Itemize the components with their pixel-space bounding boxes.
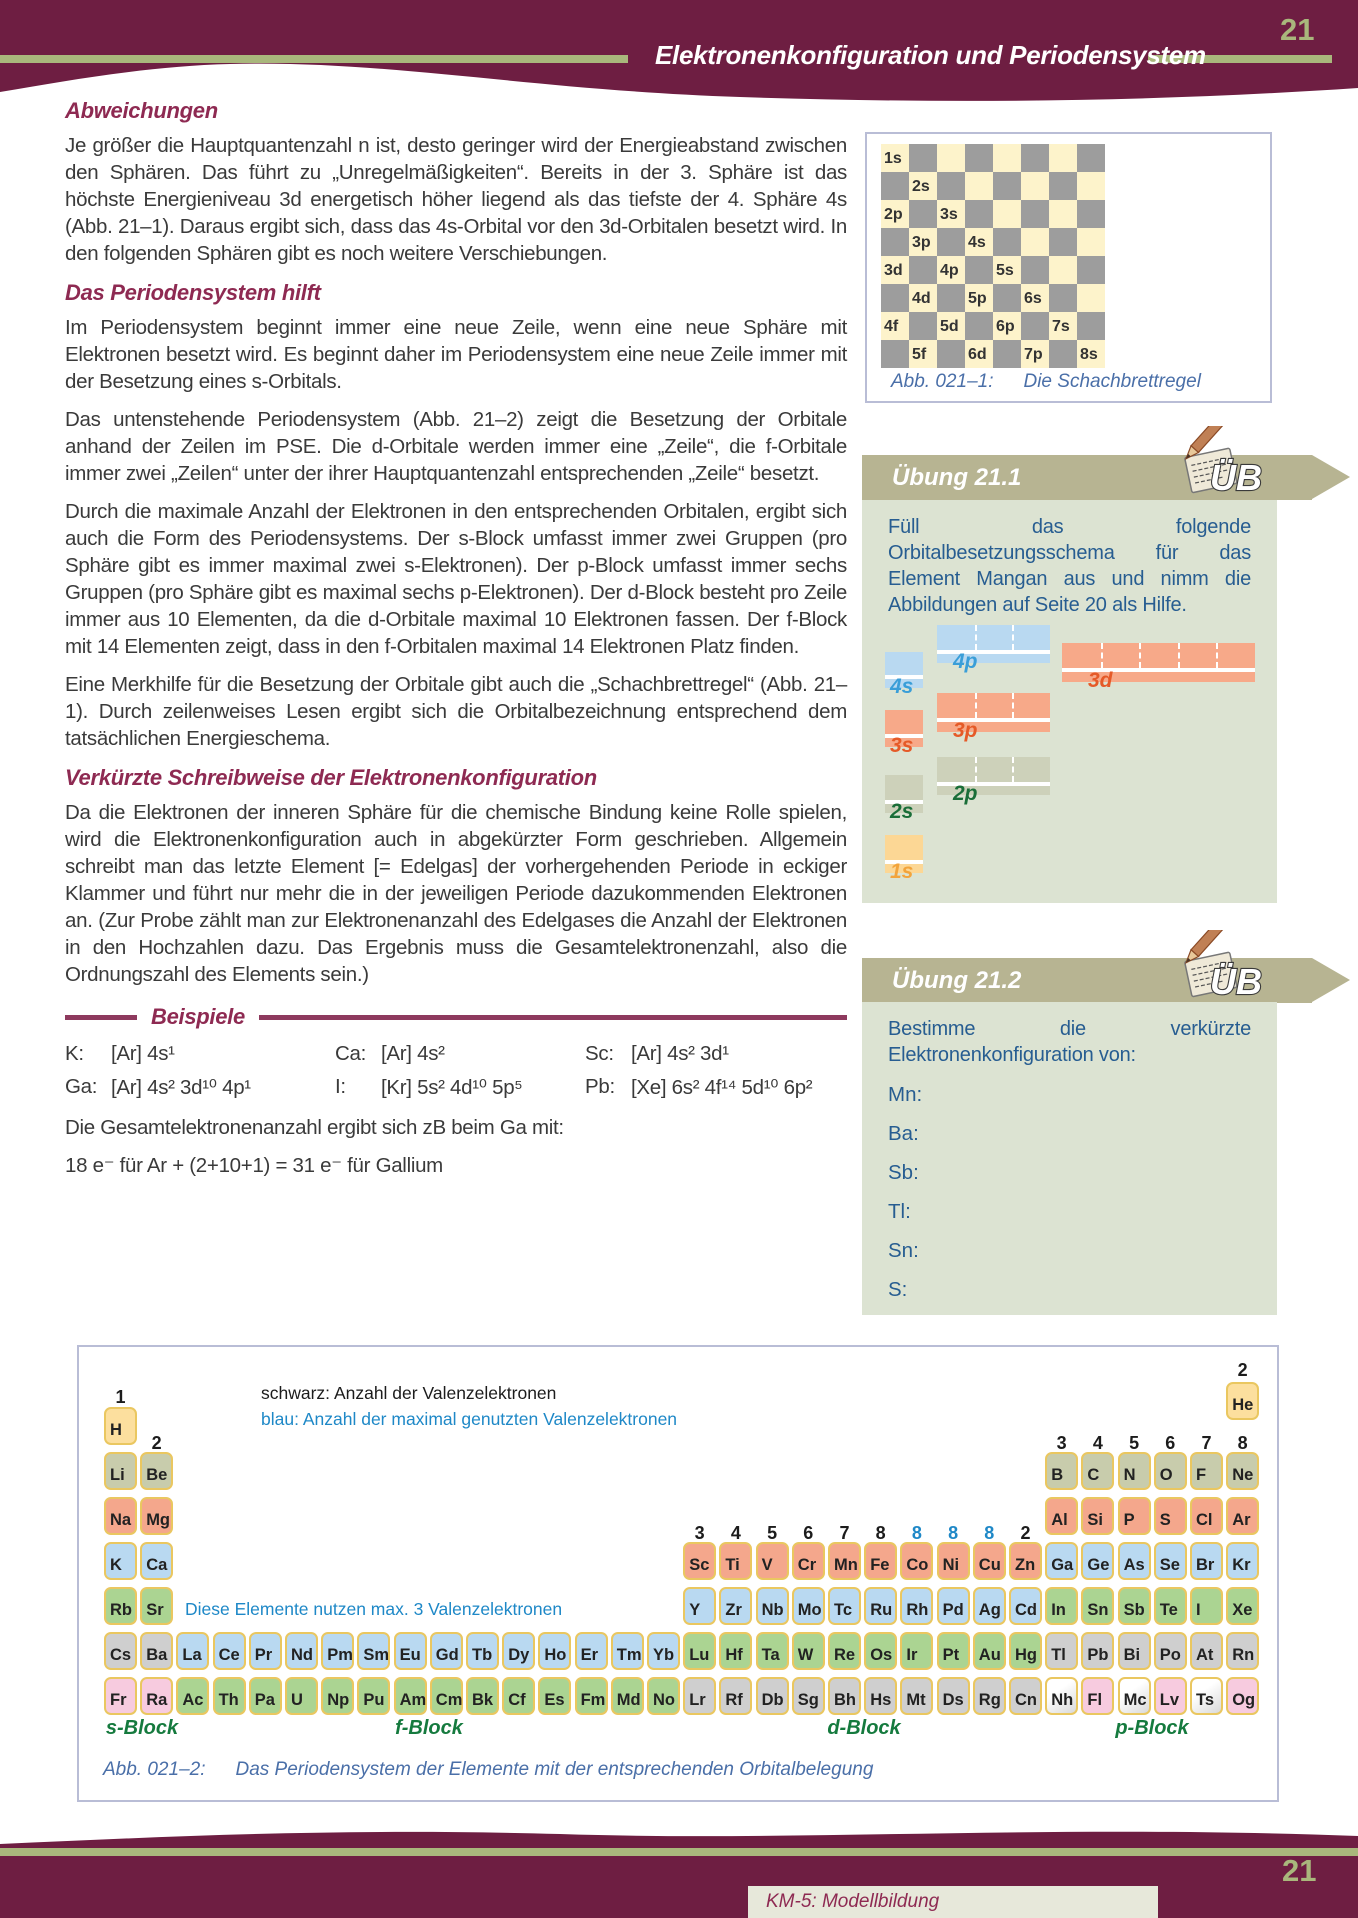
checker-cell <box>965 172 993 200</box>
electron-configuration-example <box>65 1042 335 1066</box>
configuration-value: [Xe] 6s² 4f¹⁴ 5d¹⁰ 6p² <box>631 1076 813 1099</box>
orbital-label-1s: 1s <box>890 860 914 883</box>
element-cell-Au: Au <box>973 1632 1006 1670</box>
orbital-cell-separator <box>1012 693 1014 718</box>
checker-cell <box>909 256 937 284</box>
orbital-label-3d: 3d <box>1088 669 1113 692</box>
checker-cell <box>881 172 909 200</box>
electron-configuration-example <box>585 1075 847 1100</box>
element-cell-Cm: Cm <box>430 1677 463 1715</box>
element-cell-Tl: Tl <box>1045 1632 1078 1670</box>
figure-caption-label: Abb. 021–1: <box>891 371 994 392</box>
group-number: 8 <box>1237 1433 1248 1453</box>
group-number: 7 <box>1201 1433 1212 1453</box>
group-number: 2 <box>151 1433 162 1453</box>
element-cell-Th: Th <box>213 1677 246 1715</box>
checker-cell <box>1049 256 1077 284</box>
figure-caption-label: Abb. 021–2: <box>103 1759 206 1780</box>
orbital-label-4s: 4s <box>890 675 914 698</box>
element-cell-Ba: Ba <box>140 1632 173 1670</box>
checker-cell <box>1021 256 1049 284</box>
group-number: 4 <box>1092 1433 1103 1453</box>
section-heading-abweichungen: Abweichungen <box>65 98 218 123</box>
element-cell-H: H <box>104 1407 137 1445</box>
element-cell-Rb: Rb <box>104 1587 137 1625</box>
group-number: 6 <box>1165 1433 1176 1453</box>
examples-divider <box>65 1004 847 1030</box>
checker-cell <box>993 228 1021 256</box>
element-cell-Br: Br <box>1190 1542 1223 1580</box>
checker-cell <box>937 172 965 200</box>
element-cell-Ag: Ag <box>973 1587 1006 1625</box>
orbital-label-3p: 3p <box>953 719 978 742</box>
paragraph: Je größer die Hauptquantenzahl n ist, desto geringer wird der Energieabstand zwischen den Sphären. Das führt zu „Unregelmäßigkeiten“. Bereits in der 3. Sphäre ist das höchste Energieniveau 3d energetisch höher liegend als das tiefste der 4. Sphäre 4s (Abb. 21–1). Daraus ergibt sich, dass das 4s-Orbital vor den 3d-Orbitalen besetzt wird. In den folgenden Sphären gibt es noch weitere Verschiebungen. <box>65 134 847 265</box>
checker-cell <box>937 228 965 256</box>
example-configurations <box>65 1042 847 1100</box>
checker-cell: 2s <box>909 172 937 200</box>
element-cell-Si: Si <box>1081 1497 1114 1535</box>
element-cell-Bh: Bh <box>828 1677 861 1715</box>
element-cell-V: V <box>756 1542 789 1580</box>
group-number: 2 <box>1020 1523 1031 1543</box>
checker-cell <box>965 200 993 228</box>
element-cell-Pr: Pr <box>249 1632 282 1670</box>
element-cell-La: La <box>176 1632 209 1670</box>
task-element-S: S: <box>888 1278 908 1301</box>
element-cell-Rf: Rf <box>719 1677 752 1715</box>
element-cell-Li: Li <box>104 1452 137 1490</box>
uebung-21-2-text: Bestimme die verkürzte Elektronenkonfiguration von: <box>888 1018 1251 1066</box>
electron-configuration-example <box>585 1042 847 1066</box>
element-label: Pb: <box>585 1075 615 1098</box>
element-cell-Yb: Yb <box>647 1632 680 1670</box>
element-cell-Og: Og <box>1226 1677 1259 1715</box>
element-cell-Mg: Mg <box>140 1497 173 1535</box>
checker-cell <box>1077 172 1105 200</box>
element-label: Ga: <box>65 1075 98 1098</box>
checker-cell <box>881 340 909 368</box>
checker-cell <box>1077 200 1105 228</box>
figure-caption <box>891 371 1201 393</box>
uebung-21-2-body <box>862 1002 1277 1315</box>
element-cell-Hg: Hg <box>1009 1632 1042 1670</box>
orbital-cell-separator <box>1178 643 1180 668</box>
orbital-label-4p: 4p <box>953 650 978 673</box>
header-rule-left <box>0 55 628 63</box>
checker-cell: 3p <box>909 228 937 256</box>
checker-cell: 3d <box>881 256 909 284</box>
element-cell-Pd: Pd <box>937 1587 970 1625</box>
configuration-value: [Kr] 5s² 4d¹⁰ 5p⁵ <box>381 1076 523 1099</box>
element-cell-In: In <box>1045 1587 1078 1625</box>
element-cell-Ga: Ga <box>1045 1542 1078 1580</box>
element-cell-Kr: Kr <box>1226 1542 1259 1580</box>
element-cell-Os: Os <box>864 1632 897 1670</box>
element-cell-P: P <box>1118 1497 1151 1535</box>
checker-cell: 2p <box>881 200 909 228</box>
element-cell-Hs: Hs <box>864 1677 897 1715</box>
element-cell-Np: Np <box>321 1677 354 1715</box>
element-cell-F: F <box>1190 1452 1223 1490</box>
electron-configuration-example <box>65 1075 335 1100</box>
element-cell-Pt: Pt <box>937 1632 970 1670</box>
element-cell-Fl: Fl <box>1081 1677 1114 1715</box>
orbital-cell-separator <box>1012 757 1014 782</box>
block-label-s-block: s-Block <box>105 1717 179 1739</box>
figure-caption-text: Die Schachbrettregel <box>1023 371 1201 392</box>
element-cell-Pm: Pm <box>321 1632 354 1670</box>
checker-cell: 1s <box>881 144 909 172</box>
element-cell-Ar: Ar <box>1226 1497 1259 1535</box>
element-cell-Xe: Xe <box>1226 1587 1259 1625</box>
element-label: I: <box>335 1075 346 1098</box>
element-cell-Mc: Mc <box>1118 1677 1151 1715</box>
element-cell-Cs: Cs <box>104 1632 137 1670</box>
checker-cell <box>1049 340 1077 368</box>
orbital-cell-separator <box>1139 643 1141 668</box>
element-cell-Cr: Cr <box>792 1542 825 1580</box>
element-cell-Cn: Cn <box>1009 1677 1042 1715</box>
checker-cell <box>1049 228 1077 256</box>
element-cell-Pu: Pu <box>357 1677 390 1715</box>
checker-cell <box>1077 284 1105 312</box>
orbital-label-3s: 3s <box>890 734 914 757</box>
element-cell-Dy: Dy <box>502 1632 535 1670</box>
element-cell-Ra: Ra <box>140 1677 173 1715</box>
divider-rule <box>65 1015 137 1020</box>
checker-cell <box>937 340 965 368</box>
element-cell-Ir: Ir <box>900 1632 933 1670</box>
element-cell-Ho: Ho <box>538 1632 571 1670</box>
element-cell-Pa: Pa <box>249 1677 282 1715</box>
element-cell-No: No <box>647 1677 680 1715</box>
element-cell-Ru: Ru <box>864 1587 897 1625</box>
element-cell-Mt: Mt <box>900 1677 933 1715</box>
element-cell-Ca: Ca <box>140 1542 173 1580</box>
element-cell-Mn: Mn <box>828 1542 861 1580</box>
figure-caption <box>103 1759 873 1781</box>
element-cell-Ni: Ni <box>937 1542 970 1580</box>
checker-cell <box>965 312 993 340</box>
element-cell-O: O <box>1154 1452 1187 1490</box>
element-cell-Sb: Sb <box>1118 1587 1151 1625</box>
element-cell-He: He <box>1226 1382 1259 1420</box>
source-box <box>748 1886 1158 1918</box>
group-number: 1 <box>115 1387 126 1407</box>
element-cell-Nh: Nh <box>1045 1677 1078 1715</box>
element-cell-I: I <box>1190 1587 1223 1625</box>
checker-cell: 6d <box>965 340 993 368</box>
checker-cell <box>881 228 909 256</box>
element-cell-Db: Db <box>756 1677 789 1715</box>
section-heading-verkuerzte: Verkürzte Schreibweise der Elektronenkonfiguration <box>65 765 597 790</box>
checker-cell <box>965 144 993 172</box>
task-element-Mn: Mn: <box>888 1083 923 1106</box>
element-cell-Sg: Sg <box>792 1677 825 1715</box>
checker-cell: 4d <box>909 284 937 312</box>
electron-configuration-example <box>335 1075 585 1100</box>
checker-cell <box>909 312 937 340</box>
element-cell-W: W <box>792 1632 825 1670</box>
group-number: 3 <box>694 1523 705 1543</box>
checker-cell: 5p <box>965 284 993 312</box>
element-cell-Ac: Ac <box>176 1677 209 1715</box>
checker-cell <box>993 144 1021 172</box>
paragraph: Eine Merkhilfe für die Besetzung der Orbitale gibt auch die „Schachbrettregel“ (Abb. 21–1). Durch zeilenweises Lesen ergibt sich die Orbitalbezeichnung entsprechend dem tatsächlichen Energieschema. <box>65 673 847 750</box>
ueb-badge: ÜB <box>1210 457 1262 498</box>
group-number: 6 <box>803 1523 814 1543</box>
task-element-Sb: Sb: <box>888 1161 919 1184</box>
element-cell-Sr: Sr <box>140 1587 173 1625</box>
checker-cell <box>1049 284 1077 312</box>
element-cell-Sc: Sc <box>683 1542 716 1580</box>
pencil-paper-icon <box>1168 426 1264 502</box>
element-cell-Fm: Fm <box>575 1677 608 1715</box>
block-label-d-block: d-Block <box>827 1717 901 1739</box>
checker-cell: 6s <box>1021 284 1049 312</box>
element-cell-Re: Re <box>828 1632 861 1670</box>
closing-line: Die Gesamtelektronenanzahl ergibt sich zB beim Ga mit: <box>65 1116 564 1139</box>
orbital-cell-separator <box>975 757 977 782</box>
element-cell-S: S <box>1154 1497 1187 1535</box>
element-cell-Y: Y <box>683 1587 716 1625</box>
group-number: 5 <box>767 1523 778 1543</box>
figure-caption-text: Das Periodensystem der Elemente mit der entsprechenden Orbitalbelegung <box>235 1759 874 1780</box>
uebung-21-2-title: Übung 21.2 <box>892 967 1022 994</box>
element-cell-Te: Te <box>1154 1587 1187 1625</box>
checker-cell: 5s <box>993 256 1021 284</box>
element-cell-Se: Se <box>1154 1542 1187 1580</box>
checker-cell <box>1077 256 1105 284</box>
element-cell-Co: Co <box>900 1542 933 1580</box>
checker-cell <box>1077 144 1105 172</box>
configuration-value: [Ar] 4s¹ <box>111 1042 175 1065</box>
element-cell-Fr: Fr <box>104 1677 137 1715</box>
element-cell-Na: Na <box>104 1497 137 1535</box>
element-cell-Lu: Lu <box>683 1632 716 1670</box>
element-cell-Md: Md <box>611 1677 644 1715</box>
orbital-label-2s: 2s <box>890 800 914 823</box>
page-number-bottom: 21 <box>1282 1853 1317 1888</box>
orbital-cell-separator <box>1101 643 1103 668</box>
checker-cell <box>1049 144 1077 172</box>
checker-cell <box>993 340 1021 368</box>
task-element-Sn: Sn: <box>888 1239 919 1262</box>
group-number: 8 <box>875 1523 886 1543</box>
element-cell-Tm: Tm <box>611 1632 644 1670</box>
element-cell-Cd: Cd <box>1009 1587 1042 1625</box>
group-number: 8 <box>984 1523 995 1543</box>
element-cell-At: At <box>1190 1632 1223 1670</box>
element-cell-Gd: Gd <box>430 1632 463 1670</box>
ueb-badge: ÜB <box>1210 961 1262 1002</box>
source-text: KM-5: Modellbildung <box>766 1891 940 1912</box>
element-cell-Rh: Rh <box>900 1587 933 1625</box>
figure-periodensystem <box>77 1345 1279 1802</box>
paragraph: Durch die maximale Anzahl der Elektronen in den entsprechenden Orbitalen, ergibt sich auch die Form des Periodensystems. Der s-Block umfasst immer zwei Gruppen (pro Sphäre gibt es immer maximal zwei s-Elektronen). Der p-Block umfasst immer sechs Gruppen (pro Sphäre gibt es maximal sechs p-Elektronen). Der d-Block besteht pro Zeile immer aus 10 Elementen, da die d-Orbitale maximal 10 Elektronen fassen. Der f-Block mit 14 Elementen zeigt, dass in den f-Orbitalen maximal 14 Elektronen Platz finden. <box>65 500 847 658</box>
element-cell-Bi: Bi <box>1118 1632 1151 1670</box>
element-cell-Tc: Tc <box>828 1587 861 1625</box>
element-cell-Nb: Nb <box>756 1587 789 1625</box>
checker-cell: 4p <box>937 256 965 284</box>
checker-cell <box>1049 172 1077 200</box>
element-cell-Cu: Cu <box>973 1542 1006 1580</box>
element-cell-Eu: Eu <box>394 1632 427 1670</box>
paragraph: Das untenstehende Periodensystem (Abb. 21–2) zeigt die Besetzung der Orbitale anhand der Zeilen im PSE. Die d-Orbitale werden immer eine „Zeile“, die f-Orbitale immer zwei „Zeilen“ unter der ihrer Hauptquantenzahl entsprechenden „Zeile“ besetzt. <box>65 408 847 485</box>
checker-cell <box>993 200 1021 228</box>
configuration-value: [Ar] 4s² <box>381 1042 445 1065</box>
electron-configuration-example <box>335 1042 585 1066</box>
element-cell-Sm: Sm <box>357 1632 390 1670</box>
group-number: 4 <box>730 1523 741 1543</box>
element-cell-Po: Po <box>1154 1632 1187 1670</box>
configuration-value: [Ar] 4s² 3d¹ <box>631 1042 729 1065</box>
checker-cell <box>1021 200 1049 228</box>
checker-cell <box>1021 228 1049 256</box>
task-element-Ba: Ba: <box>888 1122 919 1145</box>
page-number-top: 21 <box>1280 12 1315 47</box>
element-cell-Ds: Ds <box>937 1677 970 1715</box>
checker-cell <box>1021 312 1049 340</box>
element-cell-N: N <box>1118 1452 1151 1490</box>
element-cell-Ts: Ts <box>1190 1677 1223 1715</box>
group-number: 8 <box>911 1523 922 1543</box>
block-label-f-block: f-Block <box>395 1717 463 1739</box>
element-label: Ca: <box>335 1042 367 1065</box>
element-cell-K: K <box>104 1542 137 1580</box>
checker-cell <box>909 200 937 228</box>
element-cell-Be: Be <box>140 1452 173 1490</box>
group-number: 8 <box>948 1523 959 1543</box>
paragraph: Da die Elektronen der inneren Sphäre für die chemische Bindung keine Rolle spielen, wird die Elektronenkonfiguration auch in abgekürzter Form geschrieben. Allgemein schreibt man das letzte Element [= Edelgas] der vorhergehenden Periode in eckiger Klammer und führt nur mehr die in der jeweiligen Periode dazukommenden Elektronen an. (Zur Probe zählt man zur Elektronenanzahl des Edelgases die Anzahl der Elektronen in den Hochzahlen dazu. Das Ergebnis muss die Gesamtelektronenzahl, also die Ordnungszahl des Elements sein.) <box>65 801 847 986</box>
uebung-21-1-body <box>862 500 1277 903</box>
uebung-21-1-text: Füll das folgende Orbitalbesetzungsschema für das Element Mangan aus und nimm die Abbildungen auf Seite 20 als Hilfe. <box>888 516 1251 616</box>
orbital-label-2p: 2p <box>953 782 978 805</box>
checkerboard <box>881 144 1105 368</box>
element-label: Sc: <box>585 1042 614 1065</box>
checker-cell <box>909 144 937 172</box>
legend-black: schwarz: Anzahl der Valenzelektronen <box>261 1383 557 1403</box>
group-number: 2 <box>1237 1360 1248 1380</box>
element-cell-C: C <box>1081 1452 1114 1490</box>
group-number: 7 <box>839 1523 850 1543</box>
orbital-cell-separator <box>975 693 977 718</box>
element-cell-Es: Es <box>538 1677 571 1715</box>
element-cell-Al: Al <box>1045 1497 1078 1535</box>
page-title: Elektronenkonfiguration und Periodensystem <box>655 40 1206 70</box>
section-heading-periodensystem: Das Periodensystem hilft <box>65 280 321 305</box>
uebung-21-1-title: Übung 21.1 <box>892 464 1022 491</box>
checker-cell <box>993 172 1021 200</box>
element-cell-Pb: Pb <box>1081 1632 1114 1670</box>
checker-cell <box>937 144 965 172</box>
element-cell-Fe: Fe <box>864 1542 897 1580</box>
checker-cell: 4f <box>881 312 909 340</box>
element-cell-Rg: Rg <box>973 1677 1006 1715</box>
checker-cell: 6p <box>993 312 1021 340</box>
element-cell-Ne: Ne <box>1226 1452 1259 1490</box>
valence-note: Diese Elemente nutzen max. 3 Valenzelektronen <box>185 1599 563 1619</box>
element-cell-Ta: Ta <box>756 1632 789 1670</box>
figure-schachbrettregel <box>865 132 1272 403</box>
element-cell-Bk: Bk <box>466 1677 499 1715</box>
closing-line: 18 e⁻ für Ar + (2+10+1) = 31 e⁻ für Gallium <box>65 1154 443 1177</box>
block-label-p-block: p-Block <box>1115 1717 1189 1739</box>
element-cell-Zr: Zr <box>719 1587 752 1625</box>
element-cell-Rn: Rn <box>1226 1632 1259 1670</box>
element-task-list <box>862 1083 1277 1302</box>
checker-cell <box>965 256 993 284</box>
examples-label: Beispiele <box>151 1004 245 1029</box>
orbital-cell-separator <box>1216 643 1218 668</box>
paragraph: Im Periodensystem beginnt immer eine neue Zeile, wenn eine neue Sphäre mit Elektronen besetzt wird. Es beginnt daher im Periodensystem eine neue Zeile immer mit der Besetzung eines s-Orbitals. <box>65 316 847 393</box>
element-cell-Cf: Cf <box>502 1677 535 1715</box>
element-cell-Ce: Ce <box>213 1632 246 1670</box>
element-cell-Zn: Zn <box>1009 1542 1042 1580</box>
element-cell-Ti: Ti <box>719 1542 752 1580</box>
checker-cell <box>1021 172 1049 200</box>
element-cell-U: U <box>285 1677 318 1715</box>
element-cell-Am: Am <box>394 1677 427 1715</box>
checker-cell <box>993 284 1021 312</box>
checker-cell: 7p <box>1021 340 1049 368</box>
element-cell-Lr: Lr <box>683 1677 716 1715</box>
checker-cell: 5f <box>909 340 937 368</box>
checker-cell: 8s <box>1077 340 1105 368</box>
checker-cell <box>1049 200 1077 228</box>
divider-rule <box>259 1015 847 1020</box>
checker-cell <box>1021 144 1049 172</box>
group-number: 5 <box>1129 1433 1140 1453</box>
element-cell-Ge: Ge <box>1081 1542 1114 1580</box>
legend-blue: blau: Anzahl der maximal genutzten Valenzelektronen <box>261 1409 678 1429</box>
element-label: K: <box>65 1042 84 1065</box>
element-cell-As: As <box>1118 1542 1151 1580</box>
checker-cell: 4s <box>965 228 993 256</box>
checker-cell: 3s <box>937 200 965 228</box>
element-cell-Sn: Sn <box>1081 1587 1114 1625</box>
task-element-Tl: Tl: <box>888 1200 911 1223</box>
checker-cell: 5d <box>937 312 965 340</box>
orbital-occupation-diagram <box>862 500 1277 903</box>
configuration-value: [Ar] 4s² 3d¹⁰ 4p¹ <box>111 1076 251 1099</box>
element-cell-Tb: Tb <box>466 1632 499 1670</box>
element-cell-Cl: Cl <box>1190 1497 1223 1535</box>
group-number: 3 <box>1056 1433 1067 1453</box>
element-cell-Nd: Nd <box>285 1632 318 1670</box>
orbital-cell-separator <box>1012 625 1014 650</box>
element-cell-Er: Er <box>575 1632 608 1670</box>
checker-cell <box>1077 228 1105 256</box>
checker-cell <box>1077 312 1105 340</box>
element-cell-Hf: Hf <box>719 1632 752 1670</box>
main-text-column <box>65 96 847 1190</box>
element-cell-Mo: Mo <box>792 1587 825 1625</box>
checker-cell <box>881 284 909 312</box>
checker-cell: 7s <box>1049 312 1077 340</box>
element-cell-Lv: Lv <box>1154 1677 1187 1715</box>
checker-cell <box>937 284 965 312</box>
element-cell-B: B <box>1045 1452 1078 1490</box>
pencil-paper-icon <box>1168 930 1264 1006</box>
orbital-cell-separator <box>975 625 977 650</box>
